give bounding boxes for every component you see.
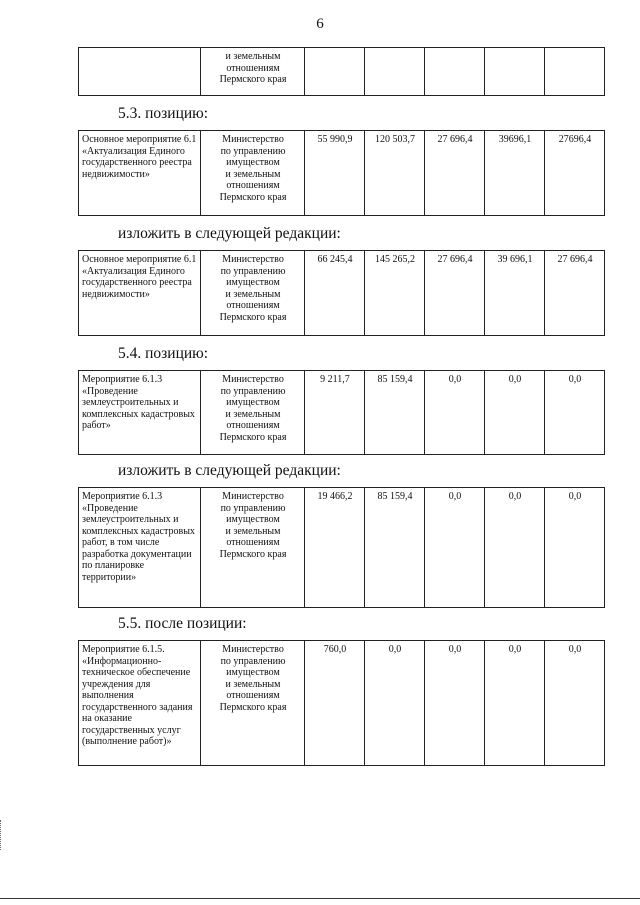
cell-executor: Министерство по управлению имуществом и земельным отношениям Пермского края [201,251,305,336]
fragment-table [78,47,605,96]
scan-margin-mark [0,820,3,850]
table-row [79,251,605,336]
table-row [79,488,605,608]
cell-name: Основное мероприятие 6.1 «Актуализация Единого государственного реестра недвижимости» [79,131,201,216]
cell-value: 27696,4 [545,131,605,216]
edit-heading: изложить в следующей редакции: [118,225,341,242]
section-heading: 5.5. после позиции: [118,615,247,632]
edit-heading: изложить в следующей редакции: [118,462,341,479]
cell-value: 0,0 [545,488,605,608]
cell-value [485,48,545,96]
cell-value: 120 503,7 [365,131,425,216]
table-row [79,641,605,766]
cell-value: 55 990,9 [305,131,365,216]
cell-value: 27 696,4 [545,251,605,336]
cell-name: Основное мероприятие 6.1 «Актуализация Единого государственного реестра недвижимости» [79,251,201,336]
cell-value: 85 159,4 [365,488,425,608]
cell-executor: Министерство по управлению имуществом и земельным отношениям Пермского края [201,371,305,455]
cell-value: 0,0 [425,488,485,608]
section-heading: 5.4. позицию: [118,345,209,362]
cell-value: 760,0 [305,641,365,766]
cell-value: 66 245,4 [305,251,365,336]
cell-executor: Министерство по управлению имуществом и земельным отношениям Пермского края [201,641,305,766]
cell-value: 85 159,4 [365,371,425,455]
cell-executor: Министерство по управлению имуществом и земельным отношениям Пермского края [201,488,305,608]
cell-name [79,48,201,96]
table-row [79,48,605,96]
cell-name: Мероприятие 6.1.5. «Информационно-техническое обеспечение учреждения для выполнения государственного задания на оказание государственных услуг (выполнение работ)» [79,641,201,766]
cell-value: 0,0 [425,371,485,455]
cell-value [365,48,425,96]
cell-value: 0,0 [545,371,605,455]
position-table [78,130,605,216]
cell-value: 0,0 [365,641,425,766]
cell-value: 0,0 [485,371,545,455]
position-table [78,640,605,766]
cell-value: 0,0 [485,641,545,766]
cell-name: Мероприятие 6.1.3 «Проведение землеустроительных и комплексных кадастровых работ» [79,371,201,455]
cell-value: 0,0 [485,488,545,608]
cell-value: 0,0 [545,641,605,766]
page-number: 6 [316,16,324,32]
cell-value [425,48,485,96]
position-table [78,370,605,455]
edited-table [78,250,605,336]
cell-value: 9 211,7 [305,371,365,455]
cell-value: 39696,1 [485,131,545,216]
edited-table [78,487,605,608]
cell-value: 0,0 [425,641,485,766]
section-heading: 5.3. позицию: [118,105,209,122]
cell-value: 27 696,4 [425,251,485,336]
cell-value [305,48,365,96]
table-row [79,371,605,455]
page-bottom-rule [0,898,640,899]
cell-value [545,48,605,96]
cell-value: 39 696,1 [485,251,545,336]
cell-executor: и земельным отношениям Пермского края [201,48,305,96]
table-row [79,131,605,216]
cell-name: Мероприятие 6.1.3 «Проведение землеустроительных и комплексных кадастровых работ, в том числе разработка документации по планировке территории» [79,488,201,608]
cell-value: 27 696,4 [425,131,485,216]
cell-executor: Министерство по управлению имуществом и земельным отношениям Пермского края [201,131,305,216]
cell-value: 145 265,2 [365,251,425,336]
cell-value: 19 466,2 [305,488,365,608]
